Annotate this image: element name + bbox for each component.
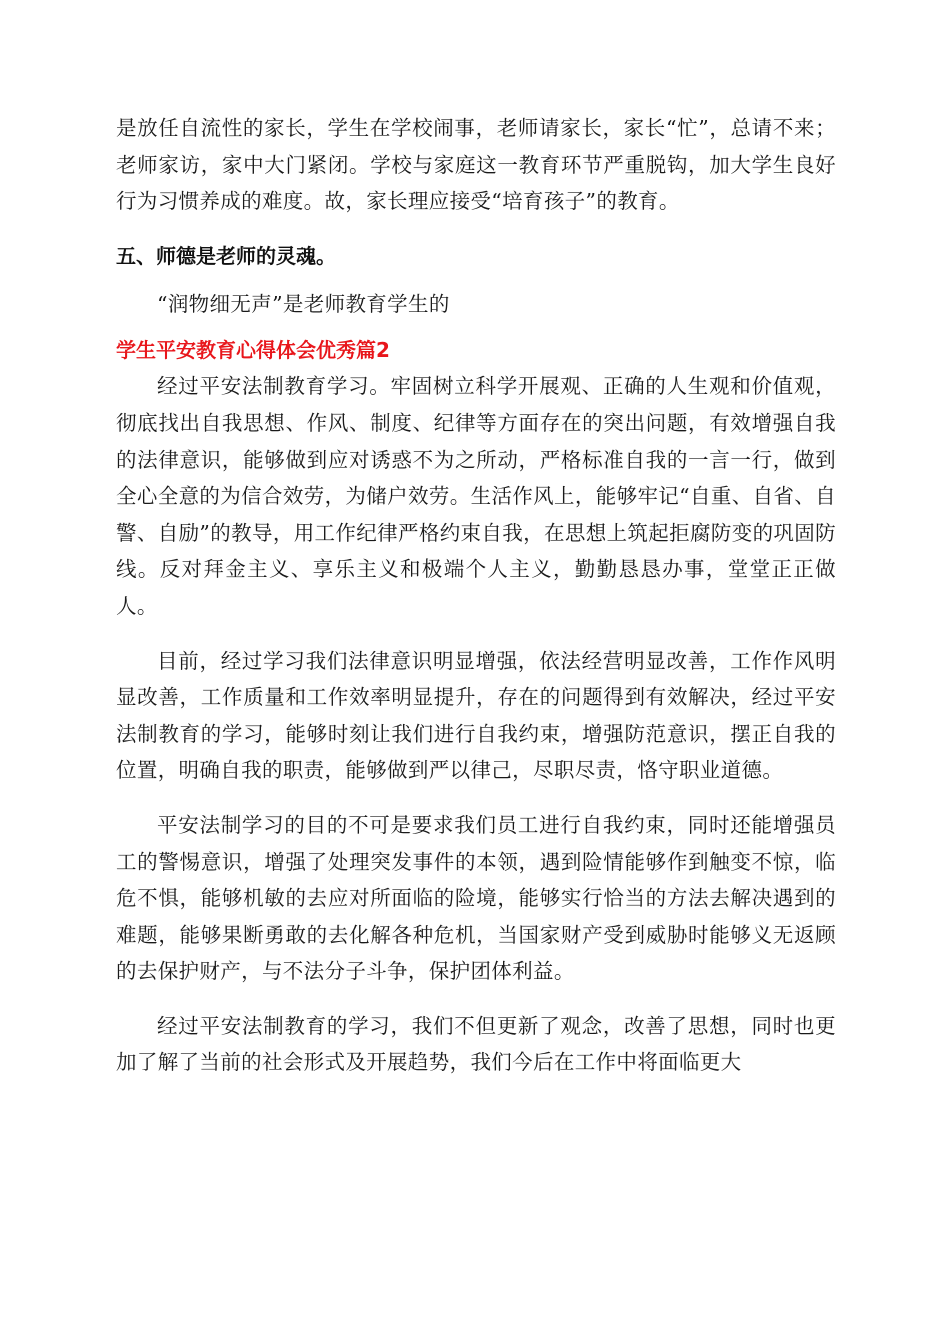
body-paragraph-1: 经过平安法制教育学习。牢固树立科学开展观、正确的人生观和价值观，彻底找出自我思想、作风、制度、纪律等方面存在的突出问题，有效增强自我的法律意识，能够做到应对诱惑不为之所动，严格标准自我的一言一行，做到全心全意的为信合效劳，为储户效劳。生活作风上，能够牢记“自重、自省、自警、自励”的教导，用工作纪律严格约束自我，在思想上筑起拒腐防变的巩固防线。反对拜金主义、享乐主义和极端个人主义，勤勤恳恳办事，堂堂正正做人。	[116, 374, 836, 618]
body-paragraph-3: 平安法制学习的目的不可是要求我们员工进行自我约束，同时还能增强员工的警惕意识，增强了处理突发事件的本领，遇到险情能够作到触变不惊，临危不惧，能够机敏的去应对所面临的险境，能够实行恰当的方法去解决遇到的难题，能够果断勇敢的去化解各种危机，当国家财产受到威胁时能够义无返顾的去保护财产，与不法分子斗争，保护团体利益。	[116, 812, 836, 984]
intro-paragraph: 是放任自流性的家长，学生在学校闹事，老师请家长，家长“忙”，总请不来；老师家访，家中大门紧闭。学校与家庭这一教育环节严重脱钩，加大学生良好行为习惯养成的难度。故，家长理应接受“培育孩子”的教育。	[116, 116, 836, 214]
document-page	[116, 110, 836, 1081]
body-paragraph-4: 经过平安法制教育的学习，我们不但更新了观念，改善了思想，同时也更加了解了当前的社会形式及开展趋势，我们今后在工作中将面临更大	[116, 1013, 836, 1075]
section-heading: 五、师德是老师的灵魂。	[116, 243, 336, 268]
section-line: “润物细无声”是老师教育学生的	[157, 291, 450, 316]
body-paragraph-2: 目前，经过学习我们法律意识明显增强，依法经营明显改善，工作作风明显改善，工作质量和工作效率明显提升，存在的问题得到有效解决，经过平安法制教育的学习，能够时刻让我们进行自我约束，增强防范意识，摆正自我的位置，明确自我的职责，能够做到严以律己，尽职尽责，恪守职业道德。	[116, 648, 836, 783]
article-title: 学生平安教育心得体会优秀篇2	[116, 338, 390, 363]
